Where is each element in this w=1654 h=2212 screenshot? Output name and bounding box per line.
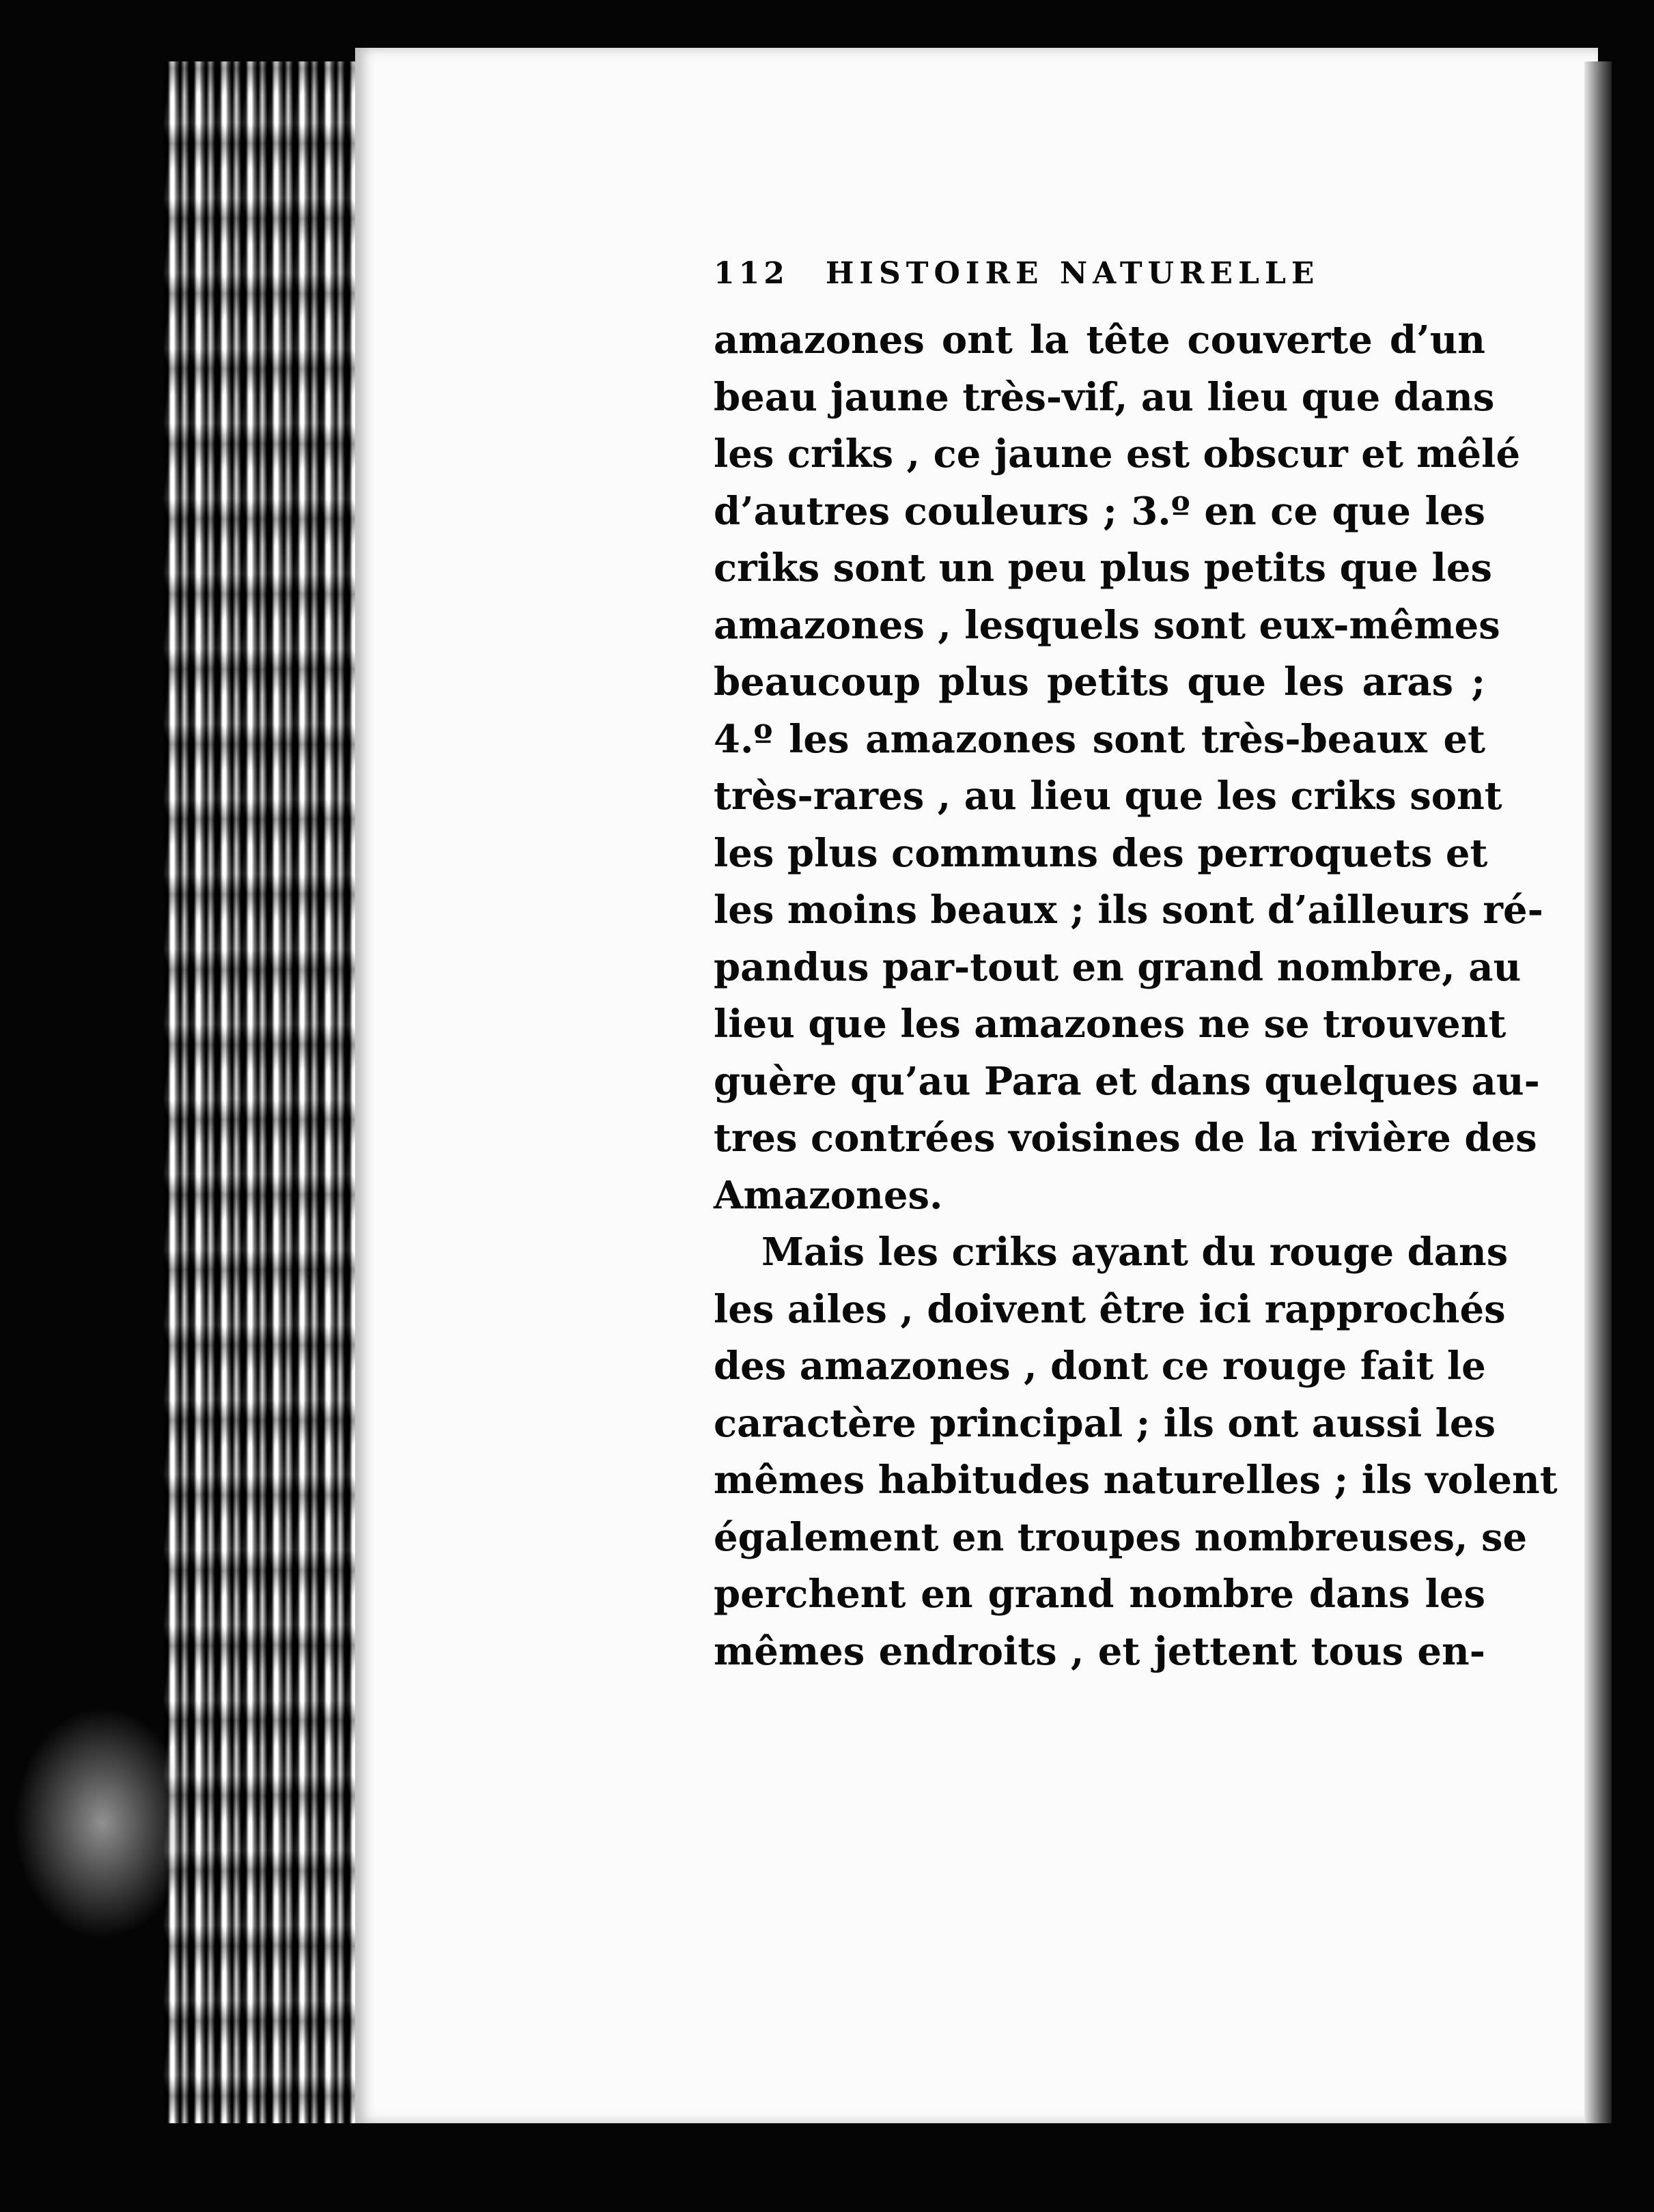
text-line: Mais les criks ayant du rouge dans [761, 1230, 1509, 1275]
text-line: 4.º les amazones sont très-beaux et [714, 716, 1485, 762]
text-line: lieu que les amazones ne se trouvent [714, 1002, 1506, 1047]
text-line: d’autres couleurs ; 3.º en ce que les [714, 488, 1485, 534]
page-number: 112 [714, 256, 789, 291]
text-line: mêmes endroits , et jettent tous en- [714, 1628, 1485, 1674]
running-head [714, 256, 1485, 312]
text-line: des amazones , dont ce rouge fait le [714, 1344, 1486, 1389]
paragraph [714, 312, 1543, 1224]
text-line: également en troupes nombreuses, se [714, 1514, 1528, 1560]
text-line: beau jaune très-vif, au lieu que dans [714, 374, 1495, 420]
text-line: pandus par-tout en grand nombre, au [714, 944, 1522, 990]
text-line: les plus communs des perroquets et [714, 830, 1488, 876]
text-line: guère qu’au Para et dans quelques au- [714, 1058, 1540, 1104]
right-page-edge [1584, 61, 1612, 2123]
text-line: mêmes habitudes naturelles ; ils volent [714, 1458, 1558, 1503]
text-line: caractère principal ; ils ont aussi les [714, 1400, 1496, 1446]
text-line: Amazones. [714, 1172, 943, 1218]
text-line: beaucoup plus petits que les aras ; [714, 660, 1485, 705]
text-line: très-rares , au lieu que les criks sont [714, 774, 1502, 819]
text-line: amazones , lesquels sont eux-mêmes [714, 602, 1500, 648]
text-line: perchent en grand nombre dans les [714, 1572, 1485, 1617]
text-line: les criks , ce jaune est obscur et mêlé [714, 431, 1521, 477]
paragraph [714, 1224, 1558, 1680]
text-line: amazones ont la tête couverte d’un [714, 317, 1485, 363]
page-edges [164, 61, 369, 2123]
scan-smudge [14, 1707, 191, 1939]
text-block [714, 256, 1558, 1680]
text-line: les moins beaux ; ils sont d’ailleurs ré- [714, 888, 1543, 933]
running-title: HISTOIRE NATURELLE [825, 256, 1320, 291]
text-line: tres contrées voisines de la rivière des [714, 1116, 1537, 1161]
text-line: les ailes , doivent être ici rapprochés [714, 1286, 1506, 1332]
text-line: criks sont un peu plus petits que les [714, 545, 1492, 591]
